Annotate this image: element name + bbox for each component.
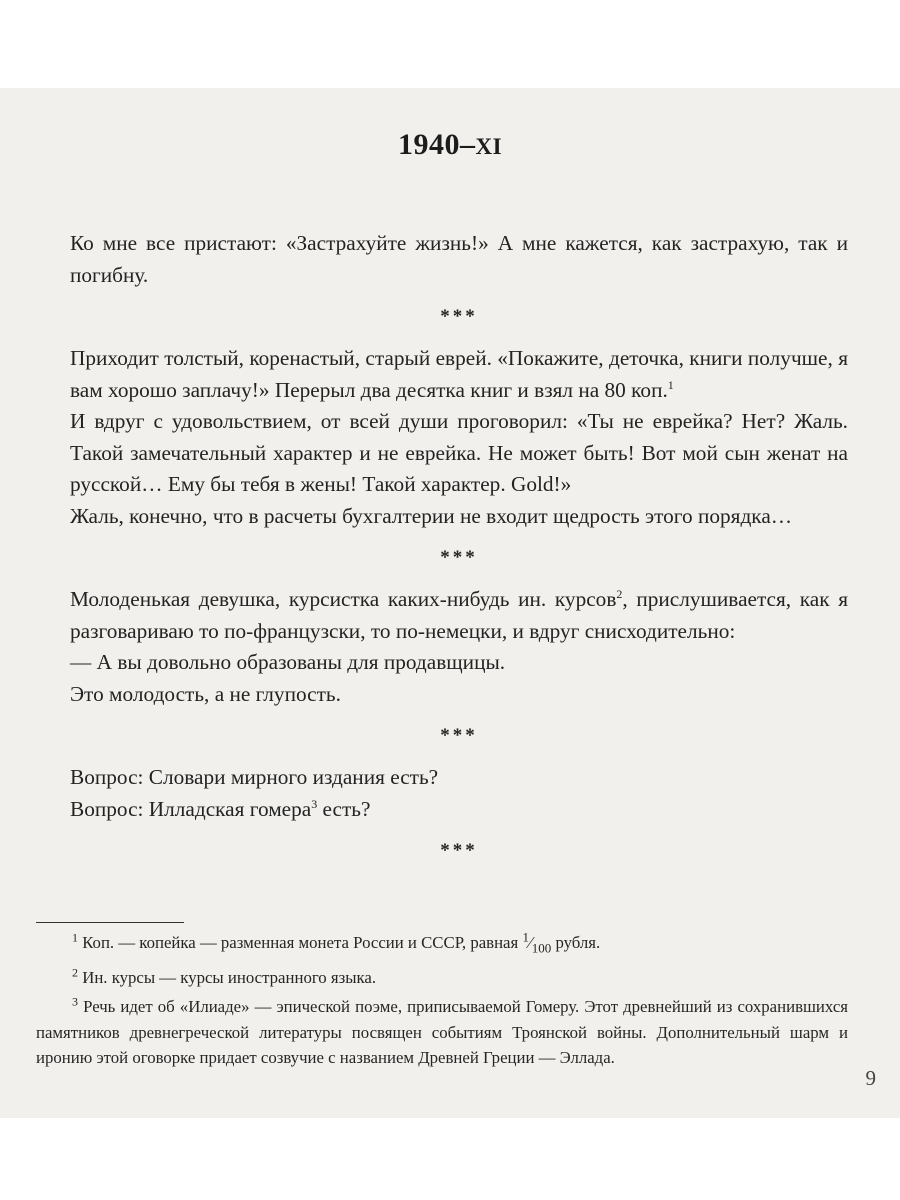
main-text [70, 228, 848, 877]
section-separator: *** [440, 547, 478, 568]
fraction-denominator: 100 [531, 940, 552, 956]
entry-paragraph: Вопрос: Словари мирного издания есть? [70, 765, 439, 789]
footnote-text: Коп. — копейка — разменная монета России и СССР, равная [82, 933, 523, 952]
entry-paragraph [70, 794, 848, 826]
chapter-title [0, 128, 900, 162]
dialogue-line: — А вы довольно образованы для продавщицы. [70, 650, 506, 674]
paragraph-text: Молоденькая девушка, курсистка каких-нибудь ин. курсов [70, 587, 617, 611]
footnotes [36, 930, 848, 1075]
book-page [0, 88, 900, 1118]
footnote-mark: 1 [667, 377, 674, 392]
chapter-year: 1940– [397, 128, 476, 161]
footnote-text: Ин. курсы — курсы иностранного языка. [82, 967, 377, 987]
footnote-number: 1 [72, 930, 78, 945]
footnote-number: 2 [72, 965, 78, 980]
footnote-text: рубля. [551, 933, 601, 952]
entry-paragraph: Жаль, конечно, что в расчеты бухгалтерии не входит щедрость этого порядка… [70, 503, 793, 528]
section-separator: *** [440, 840, 478, 861]
footnote-item [36, 965, 848, 991]
paragraph-text: Вопрос: Илладская гомера [70, 796, 312, 821]
footnote-divider [36, 922, 184, 923]
footnote-number: 3 [72, 994, 78, 1009]
footnote-mark: 2 [616, 586, 623, 601]
entry-paragraph [70, 584, 848, 647]
footnote-item [36, 930, 848, 961]
paragraph-text: , прислушивается, как я разговариваю то по-французски, то по-немецки, и вдруг снисходительно: [70, 587, 848, 643]
paragraph-text: есть? [317, 796, 371, 821]
section-separator: *** [440, 306, 478, 327]
paragraph-text: Приходит толстый, коренастый, старый еврей. «Покажите, деточка, книги получше, я вам хорошо заплачу!» Перерыл два десятка книг и взял на 80 коп. [70, 346, 848, 402]
chapter-roman-numeral: XI [475, 134, 503, 159]
fraction-numerator: 1 [522, 929, 529, 945]
fraction-slash: ⁄ [528, 933, 532, 952]
section-separator: *** [440, 725, 478, 746]
page-number: 9 [865, 1066, 876, 1090]
footnote-text: Речь идет об «Илиаде» — эпической поэме, приписываемой Гомеру. Этот древнейший из сохранившихся памятников древнегреческой литературы посвящен событиям Троянской войны. Дополнительный шарм и иронию этой оговорке придает созвучие с названием Древней Греции — Эллада. [36, 997, 848, 1068]
entry-paragraph: И вдруг с удовольствием, от всей души проговорил: «Ты не еврейка? Нет? Жаль. Такой замечательный характер и не еврейка. Не может быть! Вот мой сын женат на русской… Ему бы тебя в жены! Такой характер. Gold!» [70, 409, 848, 496]
footnote-item [36, 994, 848, 1071]
entry-paragraph: Это молодость, а не глупость. [70, 681, 341, 706]
footnote-mark: 3 [311, 796, 318, 811]
entry-paragraph [70, 343, 848, 406]
entry-paragraph: Ко мне все пристают: «Застрахуйте жизнь!» А мне кажется, как застрахую, так и погибну. [70, 231, 848, 287]
